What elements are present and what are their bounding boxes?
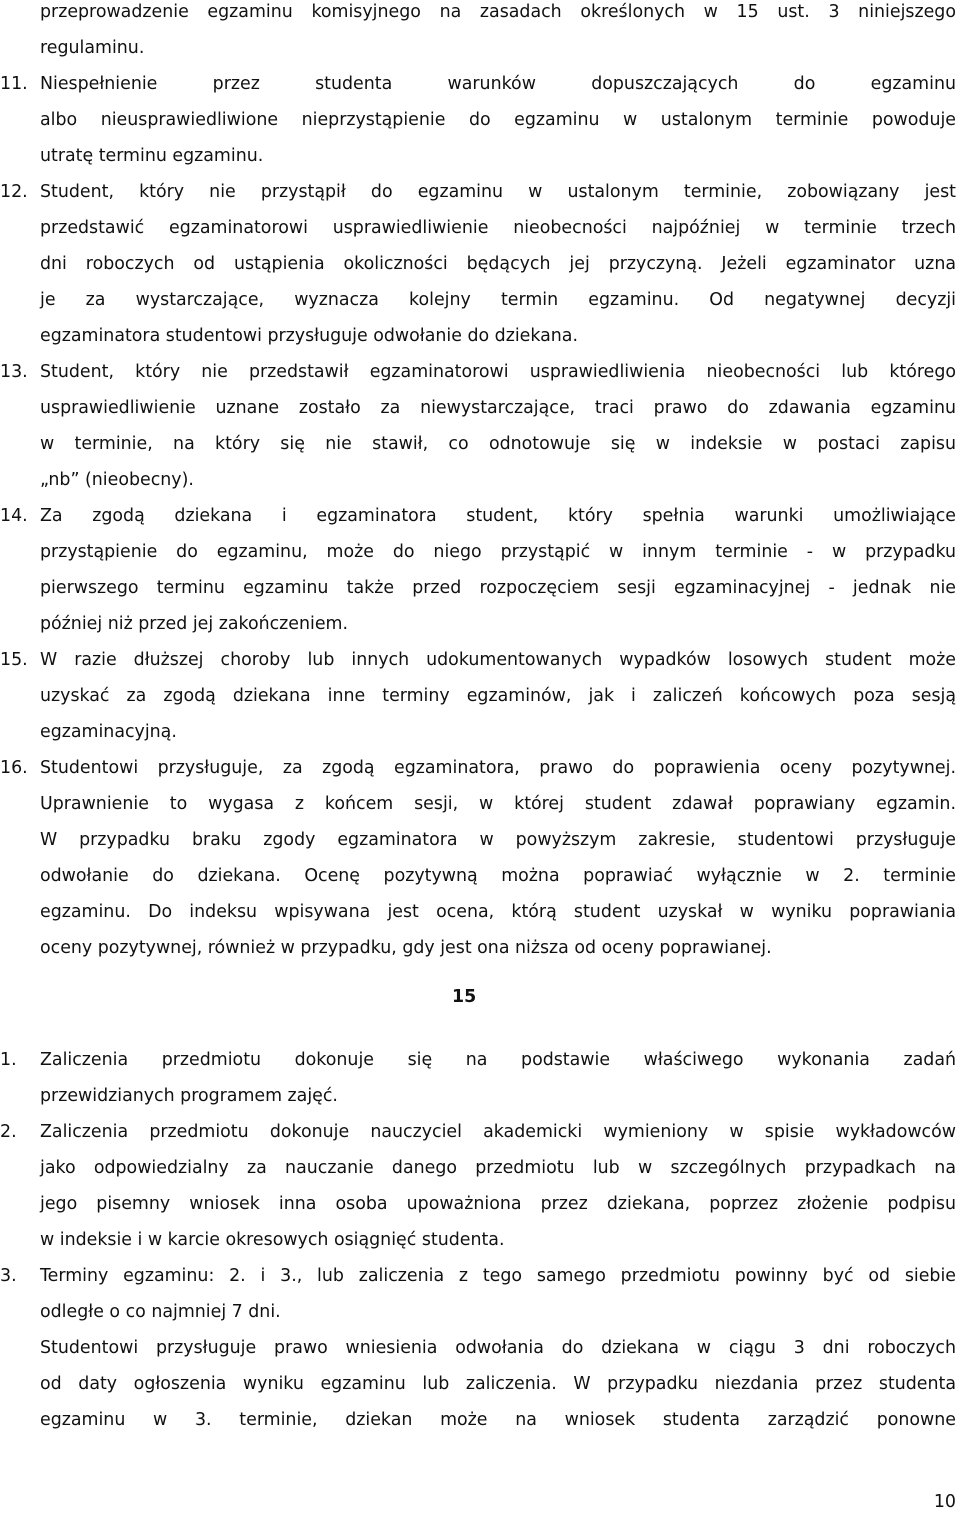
paragraph-number: 1.	[0, 1050, 17, 1070]
paragraph-number: 12.	[0, 182, 28, 202]
text-line: W przypadku braku zgody egzaminatora w powyższym zakresie, studentowi przysługuje	[40, 830, 956, 850]
section-heading: 15	[452, 987, 477, 1007]
text-line: Terminy egzaminu: 2. i 3., lub zaliczenia z tego samego przedmiotu powinny być od siebie	[40, 1266, 956, 1286]
paragraph-number: 15.	[0, 650, 28, 670]
text-line: Zaliczenia przedmiotu dokonuje się na podstawie właściwego wykonania zadań	[40, 1050, 956, 1070]
text-line: jego pisemny wniosek inna osoba upoważniona przez dziekana, poprzez złożenie podpisu	[40, 1194, 956, 1214]
text-line: egzaminacyjną.	[40, 722, 177, 742]
text-line: Uprawnienie to wygasa z końcem sesji, w której student zdawał poprawiany egzamin.	[40, 794, 956, 814]
text-line: Niespełnienie przez studenta warunków dopuszczających do egzaminu	[40, 74, 956, 94]
text-line: przeprowadzenie egzaminu komisyjnego na zasadach określonych w 15 ust. 3 niniejszego	[40, 2, 956, 22]
paragraph-number: 11.	[0, 74, 28, 94]
text-line: utratę terminu egzaminu.	[40, 146, 264, 166]
text-line: regulaminu.	[40, 38, 145, 58]
text-line: Studentowi przysługuje, za zgodą egzaminatora, prawo do poprawienia oceny pozytywnej.	[40, 758, 956, 778]
paragraph-number: 14.	[0, 506, 28, 526]
text-line: odwołanie do dziekana. Ocenę pozytywną można poprawiać wyłącznie w 2. terminie	[40, 866, 956, 886]
text-line: później niż przed jej zakończeniem.	[40, 614, 349, 634]
text-line: egzaminu. Do indeksu wpisywana jest ocena, którą student uzyskał w wyniku poprawiania	[40, 902, 956, 922]
text-line: usprawiedliwienie uznane zostało za niewystarczające, traci prawo do zdawania egzaminu	[40, 398, 956, 418]
text-line: pierwszego terminu egzaminu także przed rozpoczęciem sesji egzaminacyjnej - jednak nie	[40, 578, 956, 598]
text-line: jako odpowiedzialny za nauczanie danego przedmiotu lub w szczególnych przypadkach na	[40, 1158, 956, 1178]
text-line: przewidzianych programem zajęć.	[40, 1086, 338, 1106]
text-line: przystąpienie do egzaminu, może do niego przystąpić w innym terminie - w przypadku	[40, 542, 956, 562]
text-line: „nb” (nieobecny).	[40, 470, 194, 490]
text-line: je za wystarczające, wyznacza kolejny termin egzaminu. Od negatywnej decyzji	[40, 290, 956, 310]
text-line: albo nieusprawiedliwione nieprzystąpienie do egzaminu w ustalonym terminie powoduje	[40, 110, 956, 130]
text-line: egzaminu w 3. terminie, dziekan może na wniosek studenta zarządzić ponowne	[40, 1410, 956, 1430]
page-number: 10	[933, 1492, 956, 1512]
paragraph-number: 2.	[0, 1122, 17, 1142]
text-line: Student, który nie przystąpił do egzaminu w ustalonym terminie, zobowiązany jest	[40, 182, 956, 202]
text-line: dni roboczych od ustąpienia okoliczności będących jej przyczyną. Jeżeli egzaminator uzna	[40, 254, 956, 274]
text-line: Zaliczenia przedmiotu dokonuje nauczyciel akademicki wymieniony w spisie wykładowców	[40, 1122, 956, 1142]
paragraph-number: 16.	[0, 758, 28, 778]
text-line: Studentowi przysługuje prawo wniesienia odwołania do dziekana w ciągu 3 dni roboczych	[40, 1338, 956, 1358]
text-line: Student, który nie przedstawił egzaminatorowi usprawiedliwienia nieobecności lub którego	[40, 362, 956, 382]
text-line: od daty ogłoszenia wyniku egzaminu lub zaliczenia. W przypadku niezdania przez studenta	[40, 1374, 956, 1394]
paragraph-number: 13.	[0, 362, 28, 382]
text-line: przedstawić egzaminatorowi usprawiedliwienie nieobecności najpóźniej w terminie trzech	[40, 218, 956, 238]
text-line: egzaminatora studentowi przysługuje odwołanie do dziekana.	[40, 326, 578, 346]
text-line: w indeksie i w karcie okresowych osiągnięć studenta.	[40, 1230, 505, 1250]
text-line: odległe o co najmniej 7 dni.	[40, 1302, 281, 1322]
text-line: uzyskać za zgodą dziekana inne terminy egzaminów, jak i zaliczeń końcowych poza sesją	[40, 686, 956, 706]
paragraph-number: 3.	[0, 1266, 17, 1286]
text-line: w terminie, na który się nie stawił, co odnotowuje się w indeksie w postaci zapisu	[40, 434, 956, 454]
text-line: Za zgodą dziekana i egzaminatora student, który spełnia warunki umożliwiające	[40, 506, 956, 526]
text-line: oceny pozytywnej, również w przypadku, gdy jest ona niższa od oceny poprawianej.	[40, 938, 772, 958]
text-line: W razie dłuższej choroby lub innych udokumentowanych wypadków losowych student może	[40, 650, 956, 670]
